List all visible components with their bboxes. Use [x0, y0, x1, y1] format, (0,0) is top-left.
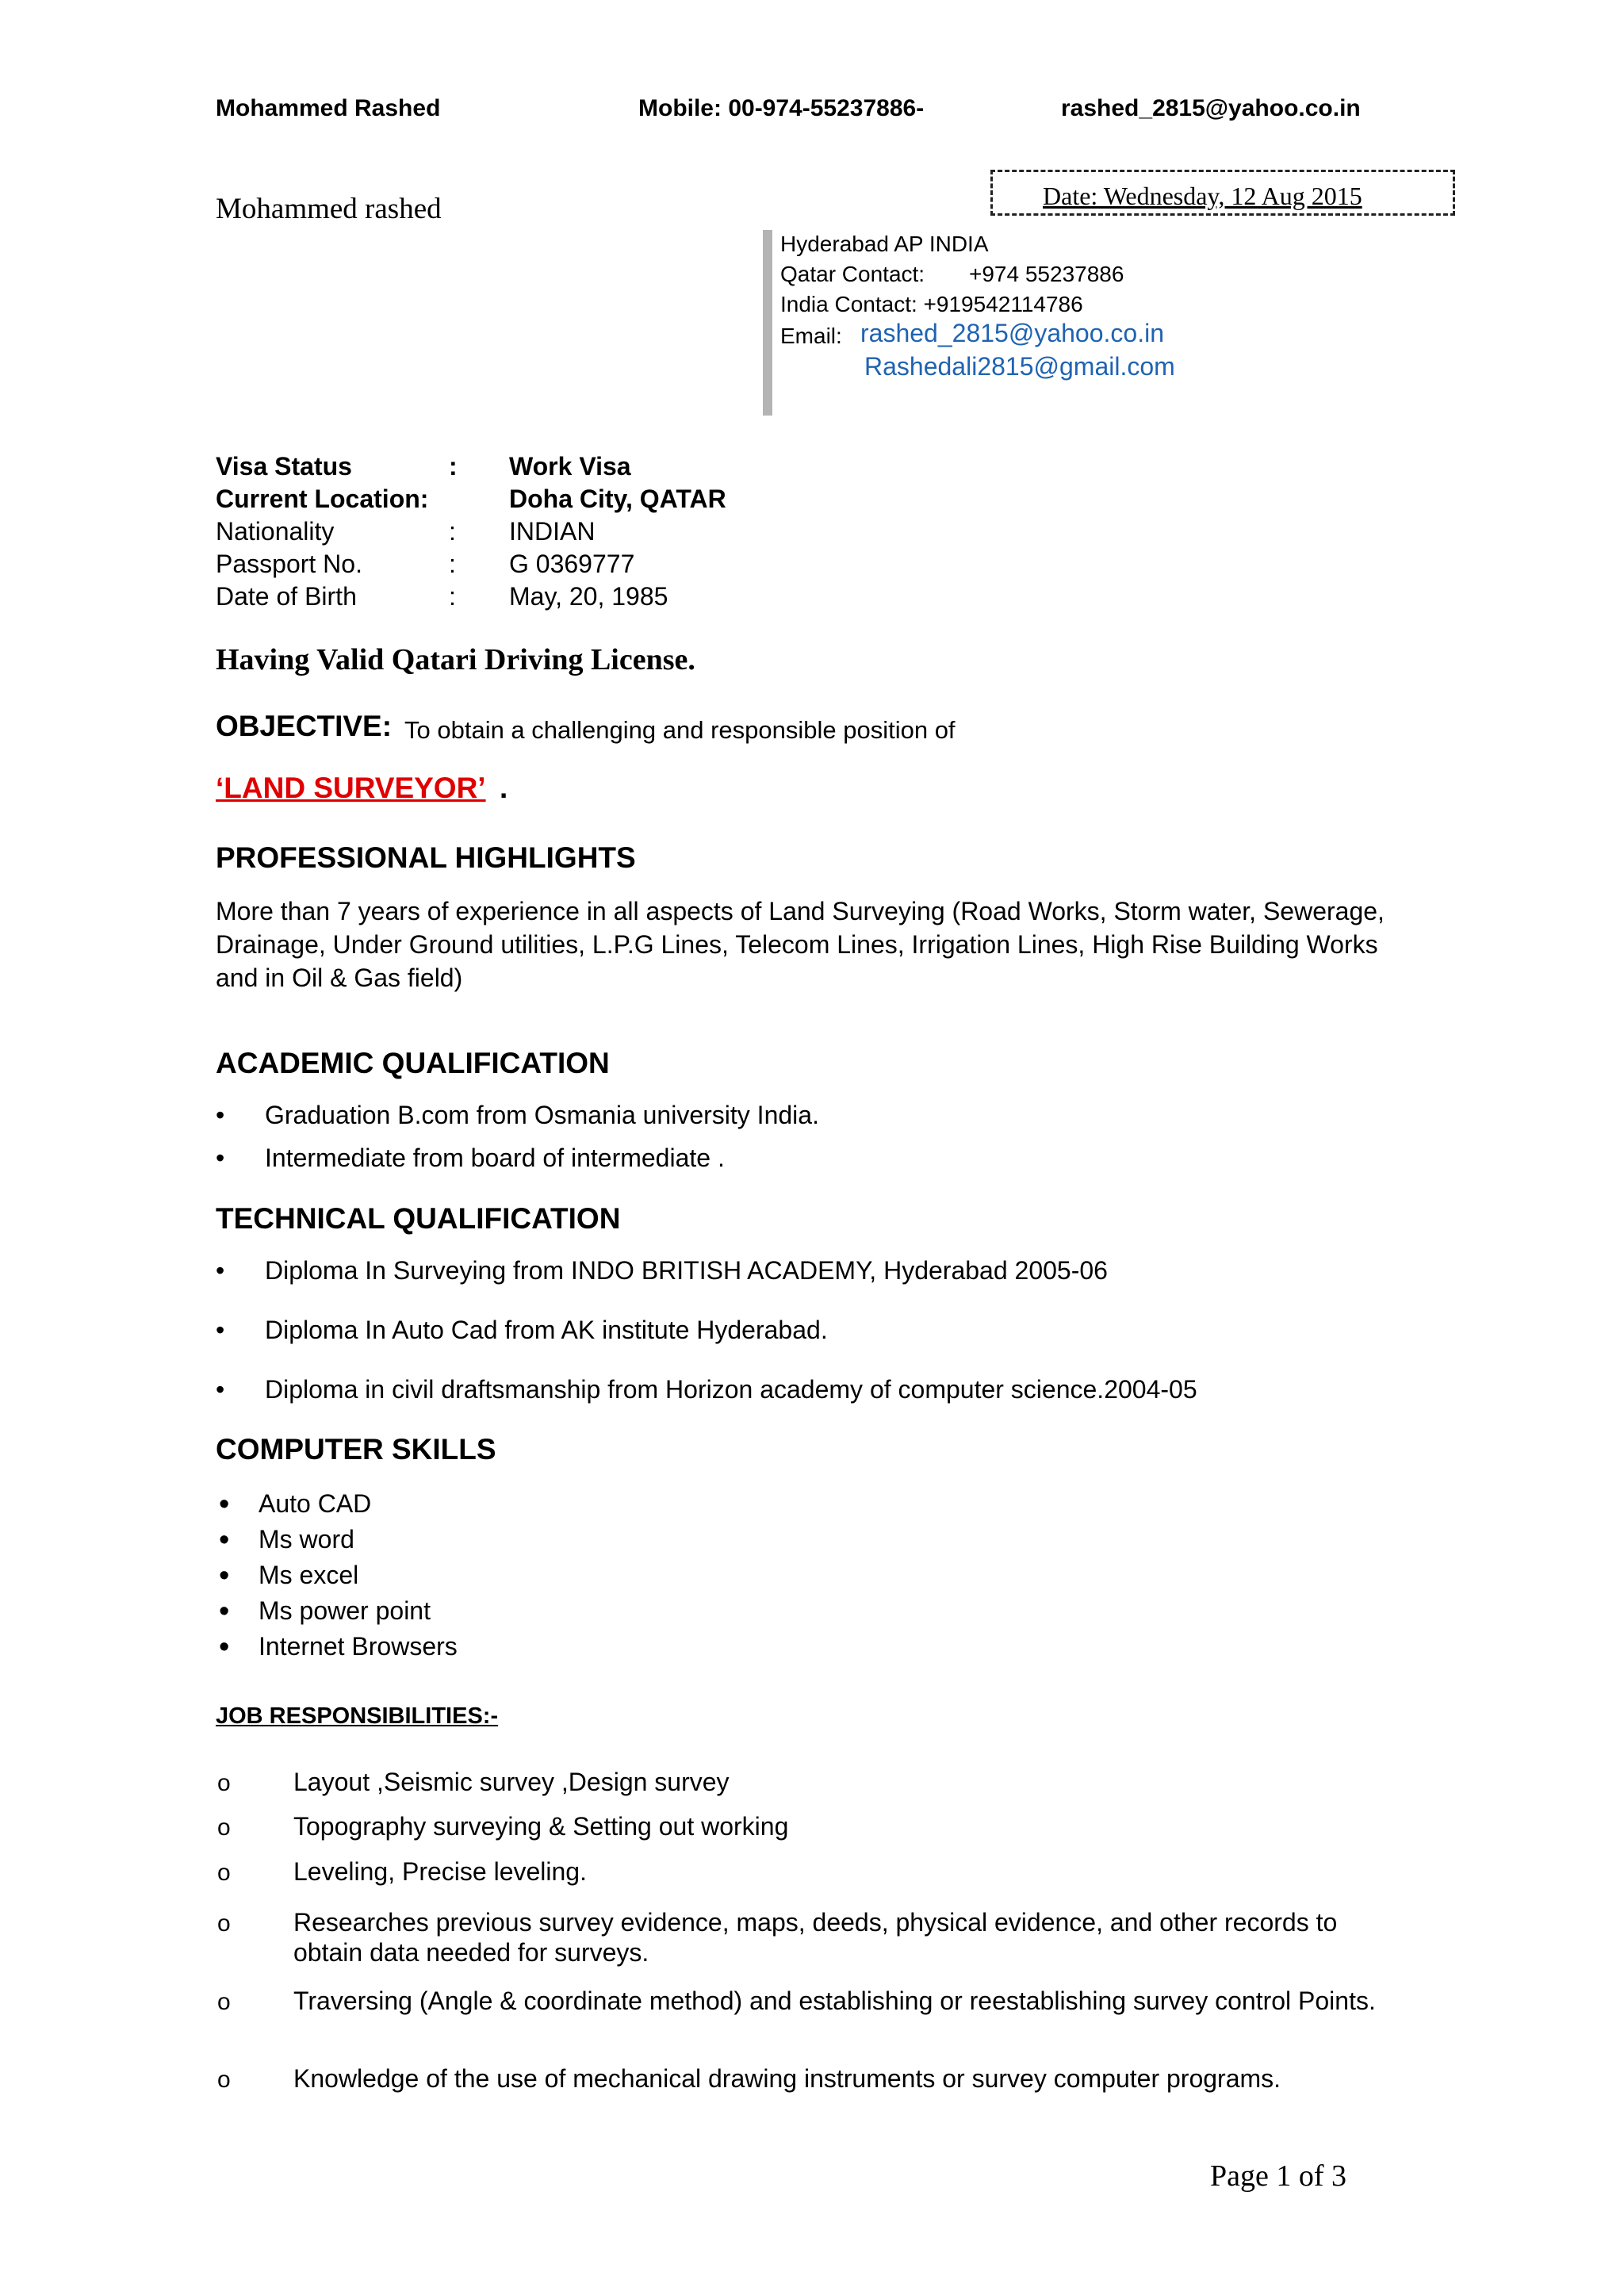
- bullet-icon: •: [219, 1488, 230, 1521]
- computer-heading: COMPUTER SKILLS: [216, 1433, 496, 1466]
- circle-bullet-icon: o: [217, 1860, 231, 1886]
- bullet-icon: •: [216, 1316, 225, 1344]
- academic-item: Intermediate from board of intermediate .: [265, 1144, 725, 1172]
- bullet-icon: •: [219, 1630, 230, 1664]
- email-link-yahoo[interactable]: rashed_2815@yahoo.co.in: [860, 319, 1164, 347]
- signature-name: Mohammed rashed: [216, 193, 442, 225]
- header-email: rashed_2815@yahoo.co.in: [1061, 95, 1361, 121]
- contact-bar: [763, 230, 772, 416]
- passport-value: G 0369777: [509, 550, 635, 578]
- circle-bullet-icon: o: [217, 1910, 231, 1937]
- dob-label: Date of Birth: [216, 582, 357, 611]
- circle-bullet-icon: o: [217, 1814, 231, 1841]
- technical-item: Diploma In Auto Cad from AK institute Hyderabad.: [265, 1316, 828, 1344]
- skill-item: Ms word: [259, 1525, 354, 1554]
- job-item: Traversing (Angle & coordinate method) and establishing or reestablishing survey control Points.: [293, 1987, 1376, 2015]
- nationality-colon: :: [449, 517, 456, 546]
- skill-item: Ms excel: [259, 1561, 359, 1589]
- email-link-gmail[interactable]: Rashedali2815@gmail.com: [864, 352, 1175, 381]
- contact-email-label: Email:: [780, 324, 842, 348]
- objective-role-period: .: [500, 772, 508, 804]
- nationality-label: Nationality: [216, 517, 335, 546]
- bullet-icon: •: [219, 1595, 230, 1628]
- location-label: Current Location:: [216, 485, 429, 513]
- circle-bullet-icon: o: [217, 1989, 231, 2015]
- visa-colon: :: [449, 452, 458, 481]
- bullet-icon: •: [216, 1144, 225, 1172]
- academic-item: Graduation B.com from Osmania university India.: [265, 1101, 819, 1129]
- job-item: Layout ,Seismic survey ,Design survey: [293, 1768, 730, 1796]
- objective-role: ‘LAND SURVEYOR’: [216, 772, 486, 804]
- job-item: Leveling, Precise leveling.: [293, 1857, 587, 1886]
- contact-address: Hyderabad AP INDIA: [780, 232, 989, 256]
- highlights-heading: PROFESSIONAL HIGHLIGHTS: [216, 841, 636, 874]
- technical-heading: TECHNICAL QUALIFICATION: [216, 1202, 621, 1235]
- skill-item: Internet Browsers: [259, 1632, 458, 1661]
- nationality-value: INDIAN: [509, 517, 596, 546]
- date-text: Date: Wednesday, 12 Aug 2015: [1043, 182, 1362, 210]
- skill-item: Auto CAD: [259, 1489, 372, 1518]
- visa-label: Visa Status: [216, 452, 352, 481]
- passport-label: Passport No.: [216, 550, 362, 578]
- contact-qatar-label: Qatar Contact:: [780, 262, 925, 286]
- bullet-icon: •: [216, 1375, 225, 1404]
- circle-bullet-icon: o: [217, 2067, 231, 2093]
- job-item: Topography surveying & Setting out working: [293, 1812, 789, 1841]
- dob-value: May, 20, 1985: [509, 582, 668, 611]
- circle-bullet-icon: o: [217, 1770, 231, 1796]
- contact-india: India Contact: +919542114786: [780, 292, 1083, 316]
- academic-heading: ACADEMIC QUALIFICATION: [216, 1047, 610, 1079]
- visa-value: Work Visa: [509, 452, 631, 481]
- bullet-icon: •: [216, 1101, 225, 1129]
- header-name: Mohammed Rashed: [216, 95, 441, 121]
- driving-license-line: Having Valid Qatari Driving License.: [216, 643, 695, 676]
- skill-item: Ms power point: [259, 1596, 431, 1625]
- page-number: Page 1 of 3: [1210, 2159, 1347, 2193]
- bullet-icon: •: [219, 1559, 230, 1592]
- dob-colon: :: [449, 582, 456, 611]
- technical-item: Diploma in civil draftsmanship from Horizon academy of computer science.2004-05: [265, 1375, 1197, 1404]
- contact-qatar-value: +974 55237886: [969, 262, 1124, 286]
- header-mobile: Mobile: 00-974-55237886-: [638, 95, 925, 121]
- job-item: Researches previous survey evidence, maps, deeds, physical evidence, and other records to obtain data needed for surveys.: [293, 1908, 1338, 1967]
- objective-heading: OBJECTIVE:: [216, 710, 393, 742]
- job-heading: JOB RESPONSIBILITIES:-: [216, 1703, 499, 1729]
- bullet-icon: •: [219, 1523, 230, 1557]
- objective-text: To obtain a challenging and responsible position of: [404, 716, 956, 744]
- bullet-icon: •: [216, 1256, 225, 1285]
- highlights-text: More than 7 years of experience in all aspects of Land Surveying (Road Works, Storm water, Sewerage, Drainage, Under Ground utilities, L.P.G Lines, Telecom Lines, Irrigation Lines, High Rise Building Works and in Oil & Gas field): [216, 897, 1385, 992]
- technical-item: Diploma In Surveying from INDO BRITISH ACADEMY, Hyderabad 2005-06: [265, 1256, 1108, 1285]
- passport-colon: :: [449, 550, 456, 578]
- location-value: Doha City, QATAR: [509, 485, 726, 513]
- job-item: Knowledge of the use of mechanical drawing instruments or survey computer programs.: [293, 2064, 1281, 2093]
